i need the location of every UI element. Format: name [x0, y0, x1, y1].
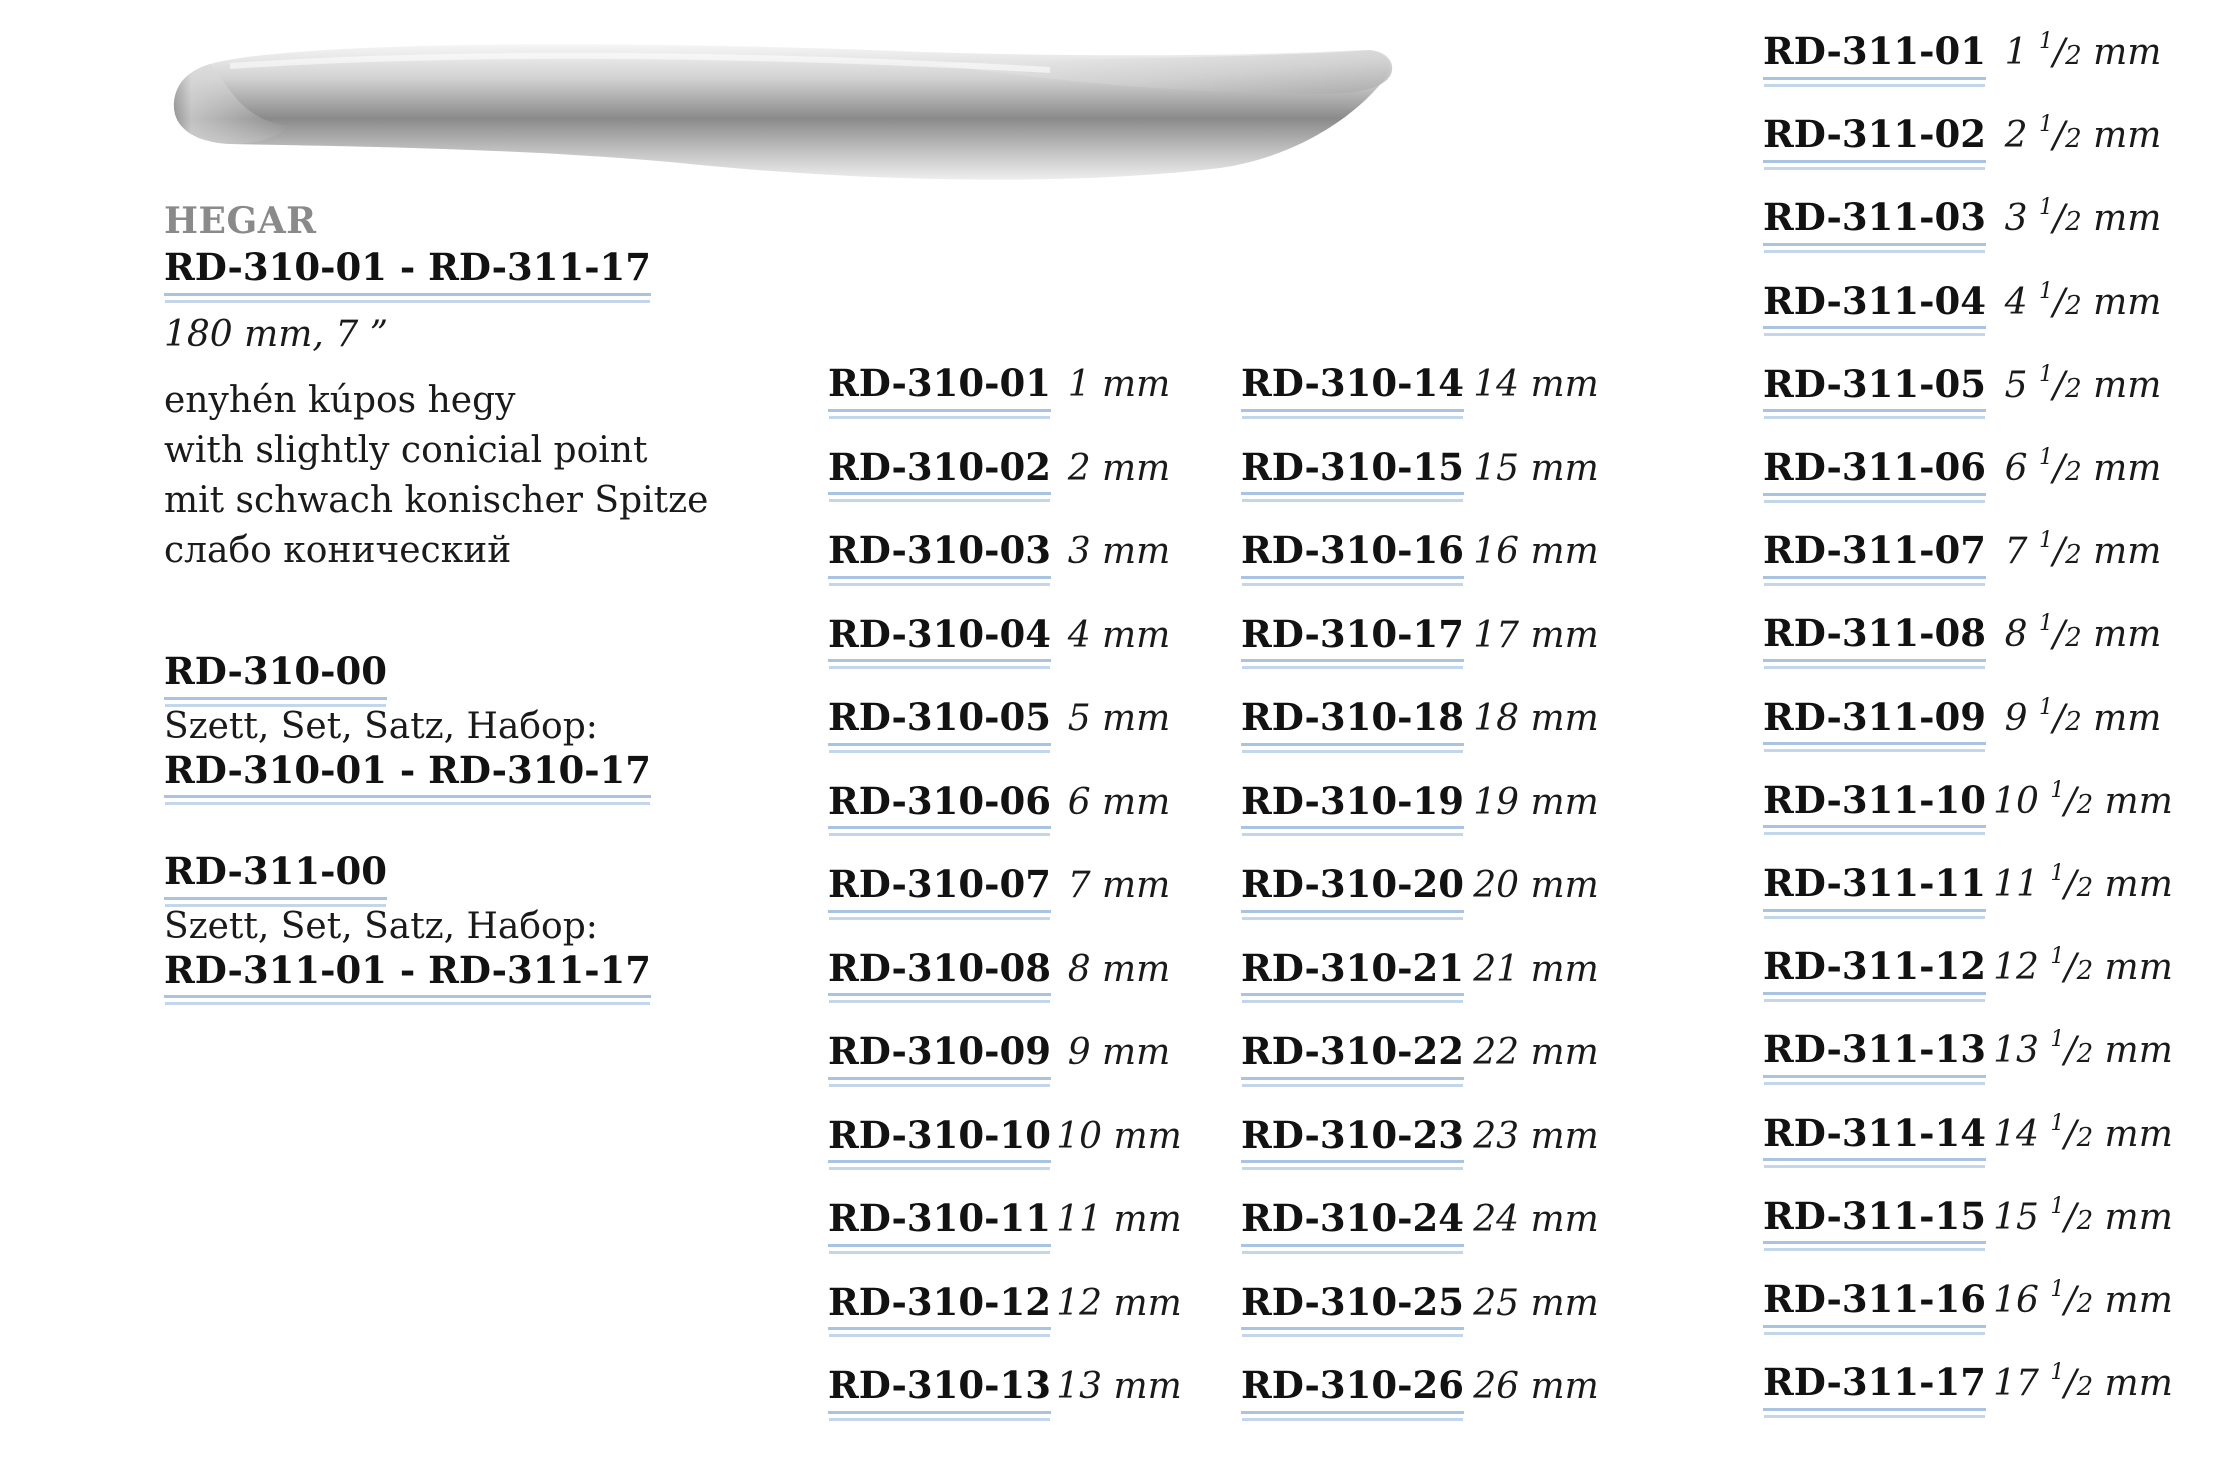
table-row: [1763, 612, 2183, 662]
table-row: [1763, 1112, 2183, 1162]
table-row: [828, 1197, 1194, 1247]
product-size: 26 mm: [1473, 1366, 1599, 1407]
product-code: RD-310-19: [1241, 780, 1464, 830]
table-row: [1241, 362, 1611, 412]
table-row: [1241, 1197, 1611, 1247]
table-row: [828, 780, 1194, 830]
table-row: [828, 446, 1194, 496]
table-row: [828, 947, 1194, 997]
table-row: [828, 1281, 1194, 1331]
product-code: RD-311-01: [1763, 30, 1986, 80]
product-code: RD-310-04: [828, 613, 1051, 663]
table-row: [1763, 1278, 2183, 1328]
product-code: RD-310-20: [1241, 863, 1464, 913]
product-code: RD-311-07: [1763, 529, 1986, 579]
description-hu: enyhén kúpos hegy: [164, 380, 516, 421]
product-size: 10 $^1$/2 mm: [1993, 777, 2173, 822]
set-range: RD-310-01 - RD-310-17: [164, 749, 651, 799]
table-row: [828, 613, 1194, 663]
set-label: Szett, Set, Satz, Набор:: [164, 905, 598, 947]
product-size: 17 mm: [1473, 614, 1599, 656]
product-size: 6 mm: [1067, 781, 1171, 823]
table-row: [1241, 529, 1611, 579]
product-code: RD-311-16: [1763, 1278, 1986, 1328]
product-code: RD-310-25: [1241, 1281, 1464, 1331]
product-code: RD-310-08: [828, 947, 1051, 997]
product-size: 12 $^1$/2 mm: [1993, 944, 2173, 989]
description-de: mit schwach konischer Spitze: [164, 480, 709, 521]
product-code: RD-310-07: [828, 863, 1051, 913]
product-code: RD-310-26: [1241, 1364, 1464, 1414]
product-size: 24 mm: [1473, 1199, 1599, 1240]
table-row: [1763, 1195, 2183, 1245]
table-row: [1241, 780, 1611, 830]
product-size: 3 $^1$/2 mm: [2004, 195, 2162, 240]
product-size: 15 mm: [1473, 447, 1599, 489]
table-row: [1241, 1364, 1611, 1414]
description: [164, 376, 708, 576]
hegar-dilator-image: [170, 36, 1400, 196]
table-row: [1763, 1361, 2183, 1411]
product-code: RD-310-09: [828, 1030, 1051, 1080]
product-size: 18 mm: [1473, 698, 1599, 739]
set-code: RD-311-00: [164, 850, 387, 900]
table-row: [1763, 113, 2183, 163]
table-row: [1763, 1028, 2183, 1078]
product-code: RD-310-18: [1241, 696, 1464, 746]
product-size: 14 mm: [1473, 364, 1599, 405]
product-code: RD-310-10: [828, 1114, 1051, 1164]
product-size: 20 mm: [1473, 865, 1599, 906]
table-row: [1241, 446, 1611, 496]
table-row: [828, 1114, 1194, 1164]
product-code: RD-310-12: [828, 1281, 1051, 1331]
product-size: 22 mm: [1473, 1032, 1599, 1073]
product-code: RD-310-14: [1241, 362, 1464, 412]
product-code: RD-311-05: [1763, 363, 1986, 413]
set-range: RD-311-01 - RD-311-17: [164, 949, 651, 999]
table-row: [1763, 30, 2183, 80]
product-size: 3 mm: [1067, 531, 1171, 572]
product-size: 12 mm: [1056, 1282, 1182, 1324]
product-size: 1 $^1$/2 mm: [2004, 29, 2162, 73]
product-code: RD-311-11: [1763, 862, 1986, 912]
table-row: [1763, 446, 2183, 496]
product-size: 21 mm: [1473, 948, 1599, 990]
product-size: 2 $^1$/2 mm: [2004, 112, 2162, 157]
table-row: [828, 863, 1194, 913]
product-size: 11 $^1$/2 mm: [1993, 861, 2173, 905]
set-310: [164, 650, 651, 798]
product-size: 1 mm: [1067, 364, 1171, 405]
set-311: [164, 850, 651, 998]
product-code: RD-310-01: [828, 362, 1051, 412]
product-code: RD-311-12: [1763, 945, 1986, 995]
product-code: RD-311-09: [1763, 696, 1986, 746]
product-size: 13 mm: [1056, 1366, 1182, 1407]
table-row: [1241, 613, 1611, 663]
product-size: 4 mm: [1067, 614, 1171, 656]
table-row: [1763, 862, 2183, 912]
product-size: 19 mm: [1473, 781, 1599, 823]
product-code: RD-311-08: [1763, 612, 1986, 662]
product-code: RD-310-22: [1241, 1030, 1464, 1080]
brand-name: HEGAR: [164, 200, 317, 242]
product-code: RD-310-21: [1241, 947, 1464, 997]
set-label: Szett, Set, Satz, Набор:: [164, 705, 598, 747]
description-en: with slightly conicial point: [164, 430, 648, 471]
table-row: [1763, 696, 2183, 746]
product-size: 14 $^1$/2 mm: [1993, 1110, 2173, 1155]
product-size: 11 mm: [1056, 1199, 1182, 1240]
table-row: [828, 1364, 1194, 1414]
product-code: RD-311-17: [1763, 1361, 1986, 1411]
table-row: [1763, 363, 2183, 413]
product-size: 8 mm: [1067, 948, 1171, 990]
description-ru: слабо конический: [164, 530, 512, 571]
table-row: [1763, 196, 2183, 246]
product-code: RD-310-16: [1241, 529, 1464, 579]
product-size: 2 mm: [1067, 447, 1171, 489]
table-row: [1763, 779, 2183, 829]
product-code: RD-311-10: [1763, 779, 1986, 829]
table-row: [1241, 696, 1611, 746]
table-row: [1241, 1114, 1611, 1164]
product-code: RD-311-06: [1763, 446, 1986, 496]
product-code: RD-310-17: [1241, 613, 1464, 663]
product-code: RD-310-24: [1241, 1197, 1464, 1247]
product-size: 7 $^1$/2 mm: [2004, 528, 2162, 573]
product-size: 6 $^1$/2 mm: [2004, 445, 2162, 489]
product-size: 7 mm: [1067, 865, 1171, 906]
product-code: RD-310-13: [828, 1364, 1051, 1414]
table-row: [1763, 529, 2183, 579]
table-row: [1241, 1030, 1611, 1080]
product-size: 5 mm: [1067, 698, 1171, 739]
product-code: RD-311-15: [1763, 1195, 1986, 1245]
product-size: 13 $^1$/2 mm: [1993, 1027, 2173, 1072]
product-code: RD-311-14: [1763, 1112, 1986, 1162]
product-size: 16 $^1$/2 mm: [1993, 1277, 2173, 1321]
product-code: RD-310-15: [1241, 446, 1464, 496]
table-row: [828, 362, 1194, 412]
table-row: [828, 1030, 1194, 1080]
product-size: 9 mm: [1067, 1032, 1171, 1073]
product-code: RD-311-13: [1763, 1028, 1986, 1078]
product-size: 16 mm: [1473, 531, 1599, 572]
product-size: 4 $^1$/2 mm: [2004, 278, 2162, 323]
table-row: [828, 529, 1194, 579]
table-row: [1763, 945, 2183, 995]
product-code: RD-310-06: [828, 780, 1051, 830]
product-code: RD-310-11: [828, 1197, 1051, 1247]
table-row: [1763, 280, 2183, 330]
product-code: RD-311-02: [1763, 113, 1986, 163]
instrument-size: 180 mm, 7 ”: [164, 314, 389, 355]
product-code: RD-311-03: [1763, 196, 1986, 246]
product-size: 8 $^1$/2 mm: [2004, 611, 2162, 656]
product-code: RD-310-05: [828, 696, 1051, 746]
table-row: [1241, 863, 1611, 913]
table-row: [1241, 947, 1611, 997]
product-size: 10 mm: [1056, 1115, 1182, 1157]
product-range: RD-310-01 - RD-311-17: [164, 246, 651, 296]
set-code: RD-310-00: [164, 650, 387, 700]
product-size: 9 $^1$/2 mm: [2004, 694, 2162, 739]
product-code: RD-310-23: [1241, 1114, 1464, 1164]
product-size: 25 mm: [1473, 1282, 1599, 1324]
product-size: 15 $^1$/2 mm: [1993, 1193, 2173, 1238]
product-size: 17 $^1$/2 mm: [1993, 1360, 2173, 1405]
table-row: [1241, 1281, 1611, 1331]
product-code: RD-310-02: [828, 446, 1051, 496]
product-size: 5 $^1$/2 mm: [2004, 361, 2162, 406]
table-row: [828, 696, 1194, 746]
product-code: RD-310-03: [828, 529, 1051, 579]
product-size: 23 mm: [1473, 1115, 1599, 1157]
product-code: RD-311-04: [1763, 280, 1986, 330]
